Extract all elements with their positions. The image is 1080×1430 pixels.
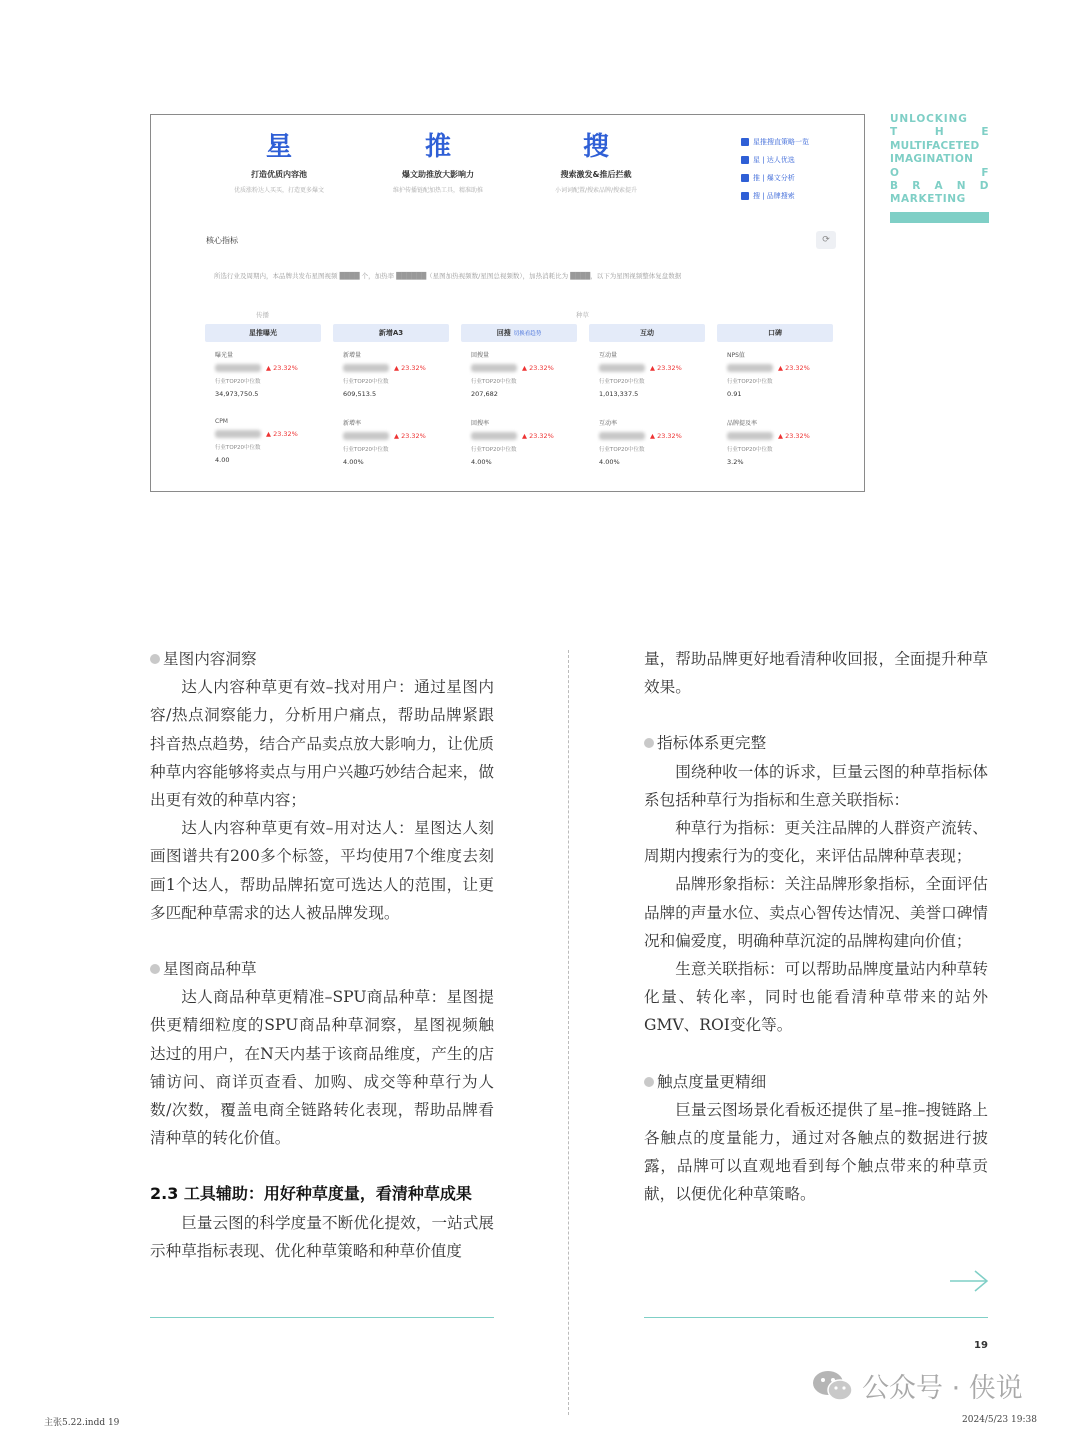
metric-label: 互动量 [599, 352, 618, 359]
metric-change: ▲ 23.32% [522, 364, 554, 372]
metric-column-title: 互动 [640, 329, 654, 337]
blurred-value [215, 430, 261, 438]
hero-subtitle: 维护传播链配加热工具，精准助推 [392, 187, 483, 194]
metric-label: 回搜率 [471, 420, 490, 427]
bullet-dot-icon [150, 654, 160, 664]
blurred-value [343, 364, 389, 372]
side-title-line: MULTIFACETED [890, 139, 980, 152]
benchmark-label: 行业TOP20中位数 [471, 379, 517, 385]
metric-change: ▲ 23.32% [394, 364, 426, 372]
metric-block [343, 418, 449, 466]
spacer [150, 1152, 494, 1180]
metric-value-row [599, 431, 705, 441]
metric-column-header[interactable] [333, 324, 449, 342]
benchmark-value: 0.91 [727, 390, 742, 398]
metric-label: 回搜量 [471, 352, 490, 359]
footer-rule-left [150, 1317, 494, 1318]
metric-block [343, 350, 449, 398]
side-title-line: MARKETING [890, 193, 966, 206]
blurred-value [471, 432, 517, 440]
paragraph: 达人商品种草更精准–SPU商品种草：星图提供更精细粒度的SPU商品种草洞察，星图视频触达过的用户，在N天内基于该商品维度，产生的店铺访问、商详页查看、加购、成交等种草行为人数/次数，覆盖电商全链路转化表现，帮助品牌看清种草的转化价值。 [150, 988, 494, 1148]
blurred-value [727, 432, 773, 440]
spacer [644, 701, 988, 729]
metric-label: CPM [215, 418, 228, 425]
paragraph: 种草行为指标：更关注品牌的人群资产流转、周期内搜索行为的变化，来评估品牌种草表现； [644, 819, 988, 866]
metric-value-row [727, 431, 833, 441]
menu-square-icon [741, 138, 749, 146]
metric-block [215, 418, 321, 464]
blurred-value [599, 432, 645, 440]
benchmark-value: 1,013,337.5 [599, 390, 639, 398]
metric-change: ▲ 23.32% [650, 432, 682, 440]
metric-value-row [215, 363, 321, 373]
footer-file: 主张5.22.indd 19 [44, 1418, 120, 1428]
benchmark-label: 行业TOP20中位数 [215, 445, 261, 451]
metric-value-row [343, 363, 449, 373]
metric-change: ▲ 23.32% [522, 432, 554, 440]
menu-item-label: 星推搜直策略一览 [753, 138, 809, 146]
metric-label: 品牌提及率 [727, 420, 758, 427]
metric-label: 互动率 [599, 420, 618, 427]
benchmark-label: 行业TOP20中位数 [599, 447, 645, 453]
benchmark-label: 行业TOP20中位数 [599, 379, 645, 385]
subheading-text: 星图内容洞察 [163, 650, 257, 668]
blurred-value [471, 364, 517, 372]
metric-label: 新增量 [343, 352, 362, 359]
watermark-text: 公众号 · 侠说 [862, 1373, 1023, 1404]
metric-value-row [215, 429, 321, 439]
menu-square-icon [741, 156, 749, 164]
wechat-icon [812, 1369, 854, 1403]
subheading-text: 指标体系更完整 [657, 734, 767, 753]
side-title-line: UNLOCKING [890, 113, 968, 125]
paragraph: 巨量云图的科学度量不断优化提效，一站式展示种草指标表现、优化种草策略和种草价值度 [150, 1213, 494, 1260]
metric-column [333, 324, 449, 466]
benchmark-label: 行业TOP20中位数 [727, 447, 773, 453]
metric-column [461, 324, 577, 466]
column-divider [568, 650, 569, 1415]
paragraph: 品牌形象指标：关注品牌形象指标，全面评估品牌的声量水位、卖点心智传达情况、美誉口碑情况和偏爱度，明确种草沉淀的品牌构建向价值； [644, 875, 988, 950]
core-metrics-title: 核心指标 [206, 236, 238, 245]
metric-column [589, 324, 705, 466]
hero-search [521, 131, 671, 194]
subheading [644, 729, 988, 757]
blurred-value [599, 364, 645, 372]
metric-block [727, 418, 833, 466]
blurred-value [215, 364, 261, 372]
metric-column-header[interactable] [461, 324, 577, 342]
hero-star [204, 131, 354, 194]
metric-label: 新增率 [343, 420, 362, 427]
trend-link[interactable]: 切换看趋势 [513, 331, 542, 337]
metric-column-title: 星推曝光 [249, 329, 277, 337]
metric-value-row [343, 431, 449, 441]
benchmark-value: 4.00% [599, 458, 620, 466]
menu-item-label: 星 | 达人优选 [753, 156, 795, 164]
benchmark-value: 609,513.5 [343, 390, 377, 398]
subheading [150, 955, 494, 983]
benchmark-value: 4.00% [343, 458, 364, 466]
metric-value-row [727, 363, 833, 373]
benchmark-label: 行业TOP20中位数 [343, 379, 389, 385]
benchmark-label: 行业TOP20中位数 [343, 447, 389, 453]
menu-square-icon [741, 174, 749, 182]
metric-change: ▲ 23.32% [266, 364, 298, 372]
bullet-dot-icon [150, 964, 160, 974]
hero-char: 搜 [582, 132, 609, 162]
metric-column-header[interactable] [717, 324, 833, 342]
metric-label: 曝光量 [215, 352, 234, 359]
side-title-line: O F [890, 166, 989, 179]
hero-char: 推 [424, 132, 451, 162]
metric-column-title: 回搜 [496, 329, 511, 337]
right-column [644, 645, 988, 1209]
hero-push [363, 131, 513, 194]
benchmark-label: 行业TOP20中位数 [471, 447, 517, 453]
blurred-value [727, 364, 773, 372]
metric-change: ▲ 23.32% [778, 432, 810, 440]
hero-subtitle: 优质涨粉达人买买，打造更多爆文 [233, 187, 324, 194]
metric-block [599, 350, 705, 398]
left-column [150, 645, 494, 1265]
refresh-icon[interactable]: ⟳ [816, 231, 836, 249]
subheading [150, 645, 494, 673]
metric-column-header[interactable] [205, 324, 321, 342]
menu-square-icon [741, 192, 749, 200]
paragraph: 达人内容种草更有效–找对用户：通过星图内容/热点洞察能力，分析用户痛点，帮助品牌紧跟抖音热点趋势，结合产品卖点放大影响力，让优质种草内容能够将卖点与用户兴趣巧妙结合起来，做出更有效的种草内容； [150, 678, 494, 810]
subheading [644, 1068, 988, 1096]
side-title-bar [890, 212, 989, 223]
benchmark-value: 4.00% [471, 458, 492, 466]
metric-block [471, 350, 577, 398]
metric-value-row [599, 363, 705, 373]
side-title [890, 113, 989, 223]
metric-block [727, 350, 833, 398]
spacer [644, 1040, 988, 1068]
metrics-description: 所选行业及周期内，本品牌共发布星图视频 ████ 个，加热率 ██████（星图加热视频数/星图总视频数），加热消耗比为 ████，以下为星图视频整体复盘数据 [214, 272, 682, 280]
metric-change: ▲ 23.32% [650, 364, 682, 372]
bullet-dot-icon [644, 738, 654, 748]
menu-item-overview[interactable] [741, 133, 809, 151]
footer-rule-right [644, 1317, 988, 1318]
blurred-value [343, 432, 389, 440]
metric-change: ▲ 23.32% [394, 432, 426, 440]
subheading-text: 星图商品种草 [163, 960, 257, 979]
metric-block [215, 350, 321, 398]
side-title-line: T H E [890, 126, 989, 139]
hero-subtitle: 小词词配置/搜索品牌/搜索提升 [554, 187, 638, 194]
hero-title: 搜索激发&推后拦截 [560, 170, 632, 179]
side-title-line: B R A N D [890, 180, 989, 193]
menu-item-label: 搜 | 品牌搜索 [753, 192, 795, 200]
footer-date: 2024/5/23 19:38 [962, 1415, 1037, 1425]
metric-block [471, 418, 577, 466]
paragraph: 生意关联指标：可以帮助品牌度量站内种草转化量、转化率，同时也能看清种草带来的站外GMV、ROI变化等。 [644, 960, 988, 1035]
paragraph: 巨量云图场景化看板还提供了星–推–搜链路上各触点的度量能力，通过对各触点的数据进行披露，品牌可以直观地看到每个触点带来的种草贡献，以便优化种草策略。 [644, 1100, 988, 1204]
metric-label: NPS值 [727, 352, 745, 359]
dashboard-screenshot [150, 114, 865, 492]
metric-value-row [471, 363, 577, 373]
benchmark-value: 207,682 [471, 390, 498, 398]
benchmark-value: 4.00 [215, 456, 230, 464]
metric-column-title: 新增A3 [378, 329, 404, 337]
menu-item-article[interactable] [741, 169, 809, 187]
spacer [150, 927, 494, 955]
arrow-right-icon [948, 1268, 990, 1294]
menu-item-brand-search[interactable] [741, 187, 809, 205]
metric-change: ▲ 23.32% [266, 430, 298, 438]
metric-change: ▲ 23.32% [778, 364, 810, 372]
benchmark-label: 行业TOP20中位数 [727, 379, 773, 385]
subheading-text: 触点度量更精细 [657, 1072, 767, 1091]
metric-column [205, 324, 321, 464]
benchmark-value: 3.2% [727, 458, 744, 466]
metric-column [717, 324, 833, 466]
section-heading: 2.3 工具辅助：用好种草度量，看清种草成果 [150, 1184, 472, 1204]
benchmark-label: 行业TOP20中位数 [215, 379, 261, 385]
hero-char: 星 [265, 132, 292, 162]
hero-title: 爆文助推放大影响力 [402, 170, 474, 179]
metric-column-header[interactable] [589, 324, 705, 342]
metric-value-row [471, 431, 577, 441]
hero-title: 打造优质内容池 [251, 170, 307, 179]
paragraph: 达人内容种草更有效–用对达人：星图达人刻画图谱共有200多个标签，平均使用7个维度去刻画1个达人，帮助品牌拓宽可选达人的范围，让更多匹配种草需求的达人被品牌发现。 [150, 819, 494, 922]
category-label: 传播 [256, 311, 269, 319]
side-title-line: IMAGINATION [890, 153, 974, 166]
bullet-dot-icon [644, 1077, 654, 1087]
paragraph: 围绕种收一体的诉求，巨量云图的种草指标体系包括种草行为指标和生意关联指标： [644, 762, 988, 809]
menu-item-label: 推 | 爆文分析 [753, 174, 795, 182]
watermark [812, 1366, 1023, 1405]
benchmark-value: 34,973,750.5 [215, 390, 259, 398]
metric-column-title: 口碑 [768, 329, 782, 337]
page-number: 19 [974, 1340, 988, 1351]
metric-block [599, 418, 705, 466]
menu-item-creator[interactable] [741, 151, 809, 169]
category-label: 种草 [576, 311, 589, 319]
paragraph: 量，帮助品牌更好地看清种收回报，全面提升种草效果。 [644, 650, 988, 697]
strategy-menu [741, 133, 809, 205]
